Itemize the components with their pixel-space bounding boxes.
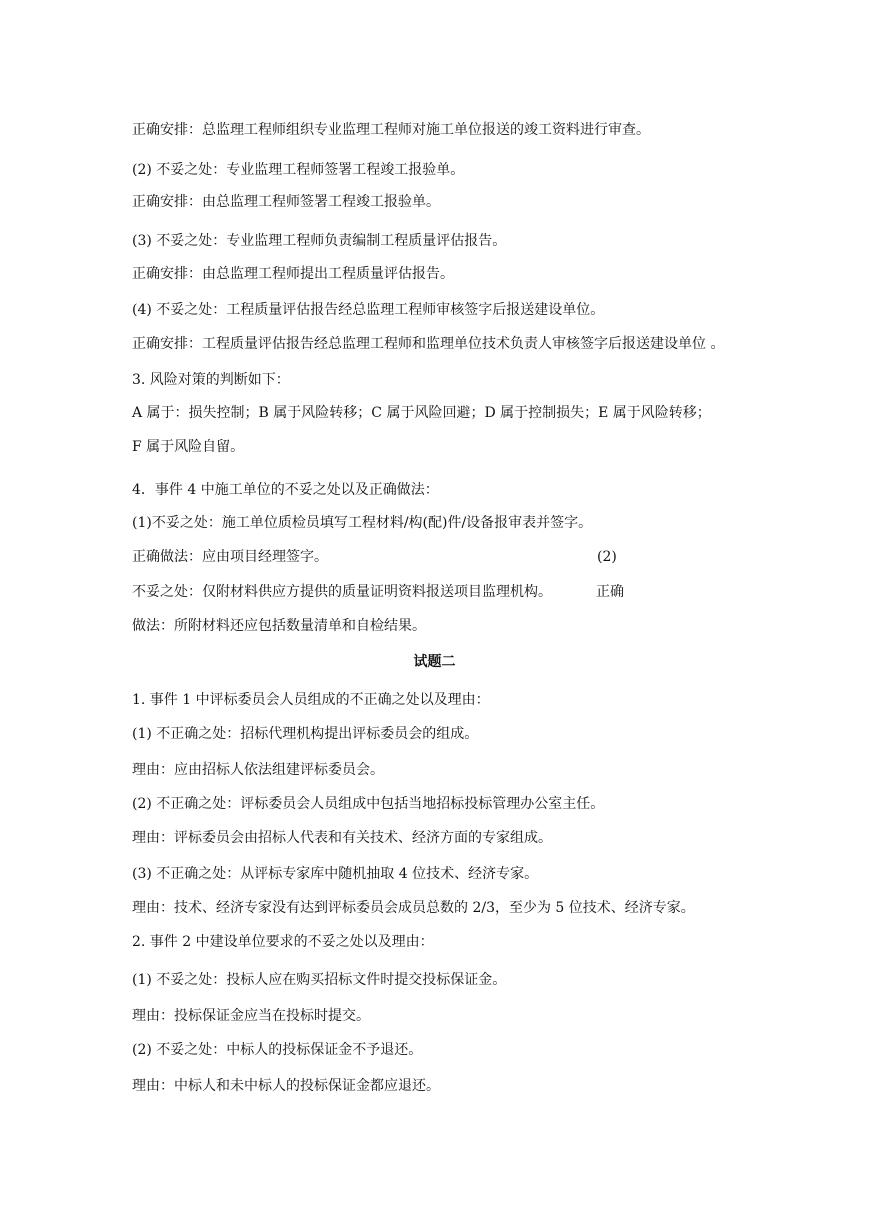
- paragraph: 理由：技术、经济专家没有达到评标委员会成员总数的 2/3，至少为 5 位技术、经济专家。: [132, 900, 695, 916]
- paragraph: 理由：评标委员会由招标人代表和有关技术、经济方面的专家组成。: [132, 830, 552, 846]
- paragraph: 理由：中标人和未中标人的投标保证金都应退还。: [132, 1078, 440, 1094]
- paragraph: (2) 不妥之处：专业监理工程师签署工程竣工报验单。: [132, 162, 465, 178]
- paragraph: 做法：所附材料还应包括数量清单和自检结果。: [132, 618, 426, 634]
- paragraph: 理由：投标保证金应当在投标时提交。: [132, 1008, 370, 1024]
- paragraph: (1) 不正确之处：招标代理机构提出评标委员会的组成。: [132, 726, 479, 742]
- paragraph: 理由：应由招标人依法组建评标委员会。: [132, 762, 384, 778]
- paragraph: F 属于风险自留。: [132, 439, 245, 455]
- paragraph: 正确安排：由总监理工程师提出工程质量评估报告。: [132, 266, 454, 282]
- paragraph: 1. 事件 1 中评标委员会人员组成的不正确之处以及理由：: [132, 692, 490, 708]
- paragraph: 正确安排：工程质量评估报告经总监理工程师和监理单位技术负责人审核签字后报送建设单位 。: [132, 336, 725, 352]
- paragraph: 4．事件 4 中施工单位的不妥之处以及正确做法：: [132, 482, 439, 498]
- paragraph-fragment: 正确: [596, 584, 624, 600]
- paragraph: (4) 不妥之处：工程质量评估报告经总监理工程师审核签字后报送建设单位。: [132, 302, 605, 318]
- paragraph: 3. 风险对策的判断如下：: [132, 372, 290, 388]
- paragraph: (2) 不正确之处：评标委员会人员组成中包括当地招标投标管理办公室主任。: [132, 796, 605, 812]
- paragraph: 正确安排：由总监理工程师签署工程竣工报验单。: [132, 194, 440, 210]
- paragraph: (2) 不妥之处：中标人的投标保证金不予退还。: [132, 1042, 423, 1058]
- paragraph: (1) 不妥之处：投标人应在购买招标文件时提交投标保证金。: [132, 972, 507, 988]
- section-heading: 试题二: [413, 654, 456, 670]
- paragraph: 不妥之处：仅附材料供应方提供的质量证明资料报送项目监理机构。: [132, 584, 552, 600]
- paragraph-fragment: (2): [597, 549, 617, 565]
- paragraph: A 属于：损失控制；B 属于风险转移；C 属于风险回避；D 属于控制损失；E 属于风险转移；: [132, 405, 711, 421]
- paragraph: 2. 事件 2 中建设单位要求的不妥之处以及理由：: [132, 934, 434, 950]
- paragraph: 正确做法：应由项目经理签字。: [132, 549, 328, 565]
- paragraph: (3) 不正确之处：从评标专家库中随机抽取 4 位技术、经济专家。: [132, 866, 539, 882]
- paragraph: (1)不妥之处：施工单位质检员填写工程材料/构(配)件/设备报审表并签字。: [132, 515, 593, 531]
- paragraph: (3) 不妥之处：专业监理工程师负责编制工程质量评估报告。: [132, 233, 507, 249]
- paragraph: 正确安排：总监理工程师组织专业监理工程师对施工单位报送的竣工资料进行审查。: [132, 122, 650, 138]
